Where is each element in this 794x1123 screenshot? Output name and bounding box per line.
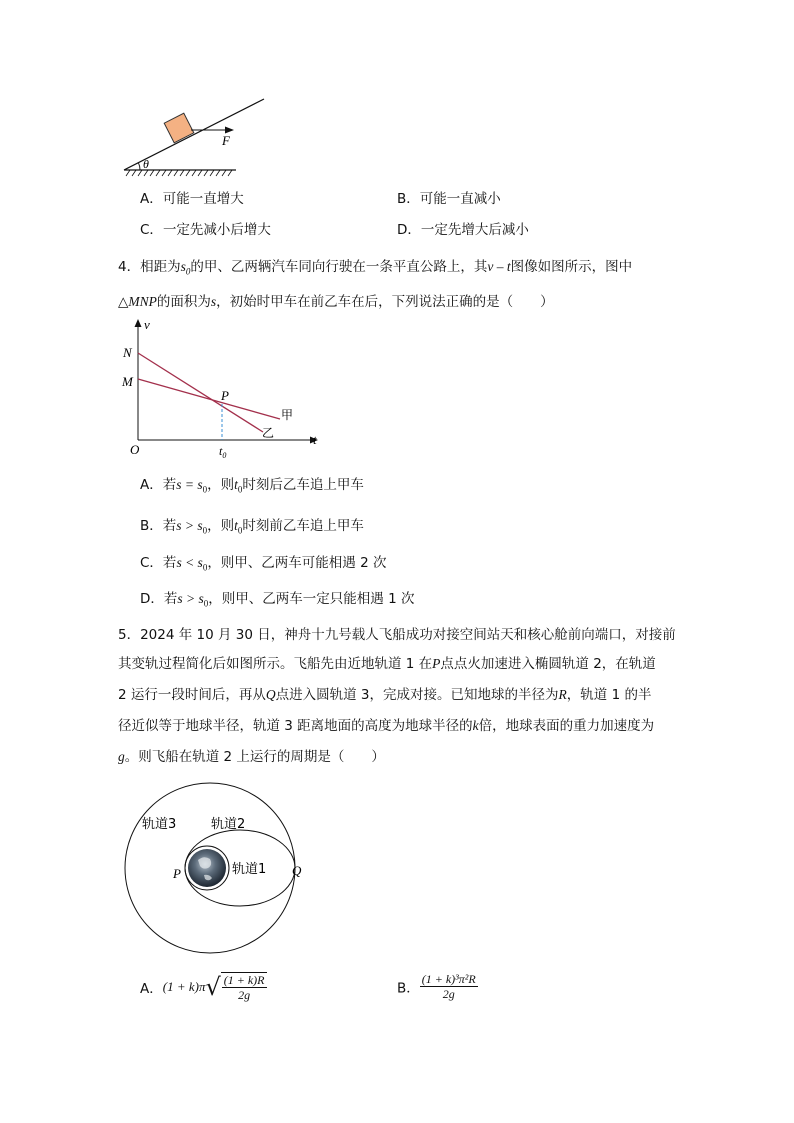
ground-hatching [126,170,232,176]
point-p: P [432,656,441,671]
subscript: 0 [202,484,208,495]
k-symbol: k [472,718,479,733]
denominator: 2g [442,987,455,1001]
r-symbol: R [558,687,567,702]
stem-text: ，初始时甲车在前乙车在后，下列说法正确的是（ ） [216,294,554,310]
v-axis-label: v [144,317,150,332]
point-q-label: Q [292,863,302,878]
incline-diagram [118,92,278,178]
option-label: B．若 [140,518,177,534]
denominator: 2g [238,988,251,1002]
stem-text: 其变轨过程简化后如图所示。飞船先由近地轨道 1 在 [118,656,433,672]
sqrt-sign: √ [205,973,221,1001]
condition: s < s [176,555,203,570]
option-text: ，则 [207,477,235,493]
t0-symbol: t [234,518,238,533]
q3-option-a[interactable] [140,187,244,207]
orbit-2-label: 轨道2 [211,817,246,832]
point-p-label: P [221,388,229,403]
question-number: 5． [118,627,141,643]
q3-option-c[interactable] [140,218,271,238]
q3-option-b[interactable] [397,187,501,207]
q5-stem-line1 [118,623,676,643]
fraction [420,972,478,1001]
option-text: 时刻前乙车追上甲车 [242,518,364,534]
option-text: ，则甲、乙两车可能相遇 2 次 [207,555,387,571]
q4-stem-line1 [118,255,632,277]
formula-prefix: (1 + k)π [162,979,206,994]
q4-option-d[interactable] [140,587,414,609]
option-text: 可能一直增大 [162,191,244,207]
orbit-diagram [118,778,318,963]
t0-symbol: t [234,477,238,492]
option-text: 一定先减小后增大 [162,222,271,238]
option-label: D． [397,222,421,238]
numerator: (1 + k)³π²R [421,972,476,986]
stem-text: 的甲、乙两辆汽车同向行驶在一条平直公路上，其 [190,259,488,275]
orbit-3-label: 轨道3 [142,817,177,832]
angle-arc [139,163,141,170]
stem-text: 图像如图所示，图中 [510,259,633,275]
subscript: 0 [237,484,243,495]
q5-stem-line4 [118,714,654,734]
subscript: 0 [237,525,243,536]
angle-label: θ [143,157,149,171]
option-label: A． [140,191,163,207]
s-symbol: s [180,259,186,274]
t-axis-label: t [313,432,317,447]
t0-subscript: 0 [222,451,227,460]
s-subscript: 0 [185,266,191,277]
stem-text: 相距为 [140,259,181,275]
fraction [222,973,267,1002]
q5-option-a[interactable] [140,972,267,1002]
g-symbol: g [118,749,125,764]
point-n-label: N [123,345,132,360]
stem-text: 2 运行一段时间后，再从 [118,687,266,703]
condition: s = s [176,477,203,492]
option-label: D．若 [140,591,178,607]
v-axis-arrow [135,319,142,327]
s0-symbol [180,259,191,277]
stem-text: 2024 年 10 月 30 日，神舟十九号载人飞船成功对接空间站天和核心舱前向端口，对接前 [140,627,676,643]
option-text: ，则 [207,518,235,534]
orbit-1-label: 轨道1 [232,862,267,877]
q5-stem-line3 [118,683,651,703]
stem-text: 点进入圆轨道 3，完成对接。已知地球的半径为 [275,687,559,703]
line-yi [138,353,263,432]
q4-option-c[interactable] [140,551,386,573]
triangle-symbol: △MNP [118,294,157,309]
question-number: 4． [118,259,141,275]
subscript: 0 [202,525,208,536]
option-text: ，则甲、乙两车一定只能相遇 1 次 [208,591,415,607]
q3-option-d[interactable] [397,218,529,238]
option-text: 时刻后乙车追上甲车 [242,477,364,493]
point-p-label: P [173,866,181,881]
subscript: 0 [202,562,208,573]
point-q: Q [265,687,276,702]
stem-text: 径近似等于地球半径，轨道 3 距离地面的高度为地球半径的 [118,718,473,734]
option-label: A．若 [140,477,177,493]
origin-label: O [130,442,140,457]
option-label: C．若 [140,555,177,571]
stem-text: ，轨道 1 的半 [566,687,652,703]
q4-option-a[interactable] [140,473,364,495]
q5-option-b[interactable] [397,972,478,1001]
option-label: B． [397,980,420,997]
subscript: 0 [203,598,209,609]
s-symbol: s [210,294,217,309]
vt-symbol: v – t [487,259,511,274]
option-label: B． [397,191,420,207]
option-text: 可能一直减小 [419,191,501,207]
stem-text: 。则飞船在轨道 2 上运行的周期是（ ） [124,749,385,765]
option-text: 一定先增大后减小 [420,222,529,238]
vt-graph [118,315,328,460]
t0-symbol: t [219,444,223,458]
line-jia [138,379,280,419]
stem-text: 的面积为 [156,294,211,310]
condition: s > s [176,518,203,533]
point-m-label: M [122,374,133,389]
option-label: A． [140,981,163,997]
stem-text: 倍，地球表面的重力加速度为 [478,718,655,734]
option-label: C． [140,222,163,238]
t0-label [219,444,226,460]
jia-label: 甲 [281,408,294,422]
numerator: (1 + k)R [223,973,265,987]
sqrt-body [221,972,267,1002]
q4-option-b[interactable] [140,514,364,536]
condition: s > s [177,591,204,606]
block [164,113,194,143]
stem-text: 点点火加速进入椭圆轨道 2，在轨道 [440,656,656,672]
q4-stem-line2 [118,290,554,310]
yi-label: 乙 [262,426,275,440]
q5-stem-line2 [118,652,656,672]
q5-stem-line5 [118,745,385,765]
force-label: F [222,133,230,148]
